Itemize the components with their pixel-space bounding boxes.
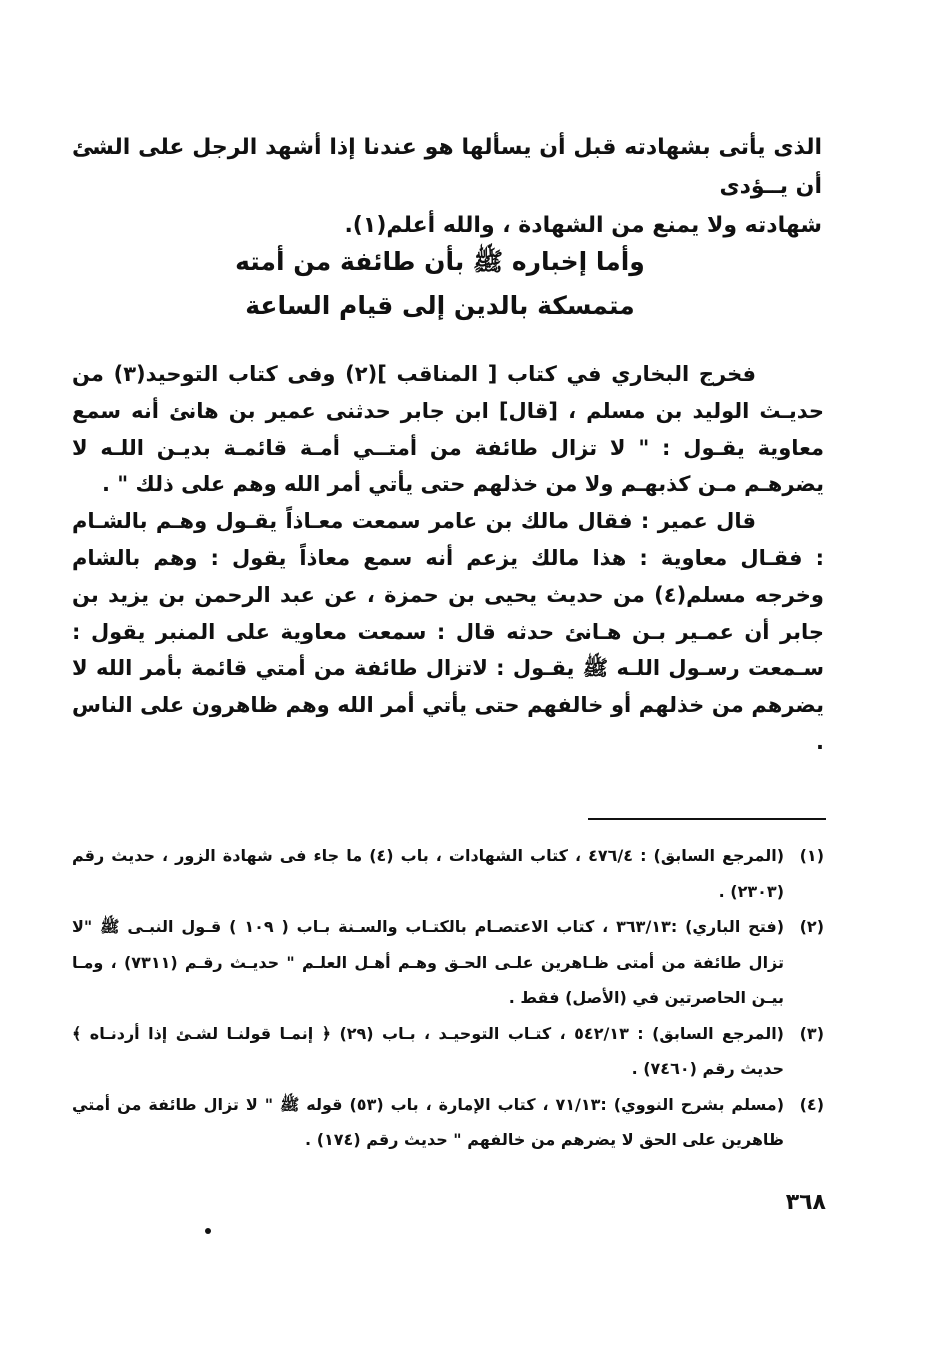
footnotes: [72, 838, 824, 1158]
footnote-separator: [588, 818, 826, 820]
intro-line: شهادته ولا يمنع من الشهادة ، والله أعلم(١).: [344, 213, 822, 238]
page-number: ٣٦٨: [785, 1190, 826, 1215]
body-paragraph: فخرج البخاري في كتاب [ المناقب ](٢) وفى كتاب التوحيد(٣) من حديـث الوليد بن مسلم ، [قال] ابن جابر حدثنى عمير بن هانئ أنه سمع معاوية يقـول : " لا تزال طائفة من أمتــي أمـة قائمـة بديـن اللـه لا يضرهـم مـن كذبهـم ولا من خذلهم حتى يأتي أمر الله وهم على ذلك " .: [72, 362, 824, 497]
footnote: [72, 838, 824, 909]
footnote-text: (المرجع السابق) : ٤٧٦/٤ ، كتاب الشهادات ، باب (٤) ما جاء فى شهادة الزور ، حديث رقم (٢٣٠٣) .: [72, 846, 785, 901]
body-text: [72, 356, 824, 761]
footnote: [72, 909, 824, 1016]
intro-line: الذى يأتى بشهادته قبل أن يسألها هو عندنا إذا أشهد الرجل على الشئ أن يــؤدى: [72, 135, 822, 199]
footnote-text: (المرجع السابق) : ٥٤٢/١٣ ، كتـاب التوحيـد ، بـاب (٢٩) ﴿ إنمـا قولنـا لشـئ إذا أردنـاه ﴾ حديث رقم (٧٤٦٠) .: [72, 1023, 784, 1078]
footnote-number: (١): [799, 846, 824, 865]
footnote-number: (٢): [799, 917, 824, 936]
scan-speck: [205, 1228, 211, 1234]
footnote-text: (مسلم بشرح النووي) :٧١/١٣ ، كتاب الإمارة ، باب (٥٣) قوله ﷺ " لا تزال طائفة من أمتي ظاهرين على الحق لا يضرهم من خالفهم " حديث رقم (١٧٤) .: [72, 1094, 785, 1149]
footnote-text: (فتح الباري) :٣٦٣/١٣ ، كتاب الاعتصـام بالكتـاب والسـنة بـاب ( ١٠٩ ) قـول النبـى ﷺ "لا تزال طائفة من أمتى ظـاهرين علـى الحـق وهـم أهـل العلـم " حديـث رقـم (٧٣١١) ، ومـا بيـن الحاصرتين في (الأصل) فقط .: [72, 917, 785, 1007]
body-paragraph: قال عمير : فقال مالك بن عامر سمعت معـاذاً يقـول وهـم بالشـام : فقـال معاوية : هذا مالك يزعم أنه سمع معاذاً يقول : وهم بالشام وخرجه مسلم(٤) من حديث يحيى بن حمزة ، عن عبد الرحمن بن يزيد بن جابر أن عمـير بـن هـانئ حدثه قال : سمعت معاوية على المنبر يقول : سـمعت رسـول اللـه ﷺ يقـول : لاتزال طائفة من أمتي قائمة بأمر الله لا يضرهم من خذلهم أو خالفهم حتى يأتي أمر الله وهم ظاهرون على الناس .: [72, 509, 824, 754]
heading-line: وأما إخباره ﷺ بأن طائفة من أمته: [235, 247, 645, 276]
section-heading: [160, 240, 720, 328]
footnote: [72, 1087, 824, 1158]
intro-paragraph: [72, 128, 822, 245]
footnote: [72, 1016, 824, 1087]
footnote-number: (٤): [799, 1094, 824, 1114]
heading-line: متمسكة بالدين إلى قيام الساعة: [245, 291, 635, 320]
footnote-number: (٣): [799, 1023, 824, 1043]
